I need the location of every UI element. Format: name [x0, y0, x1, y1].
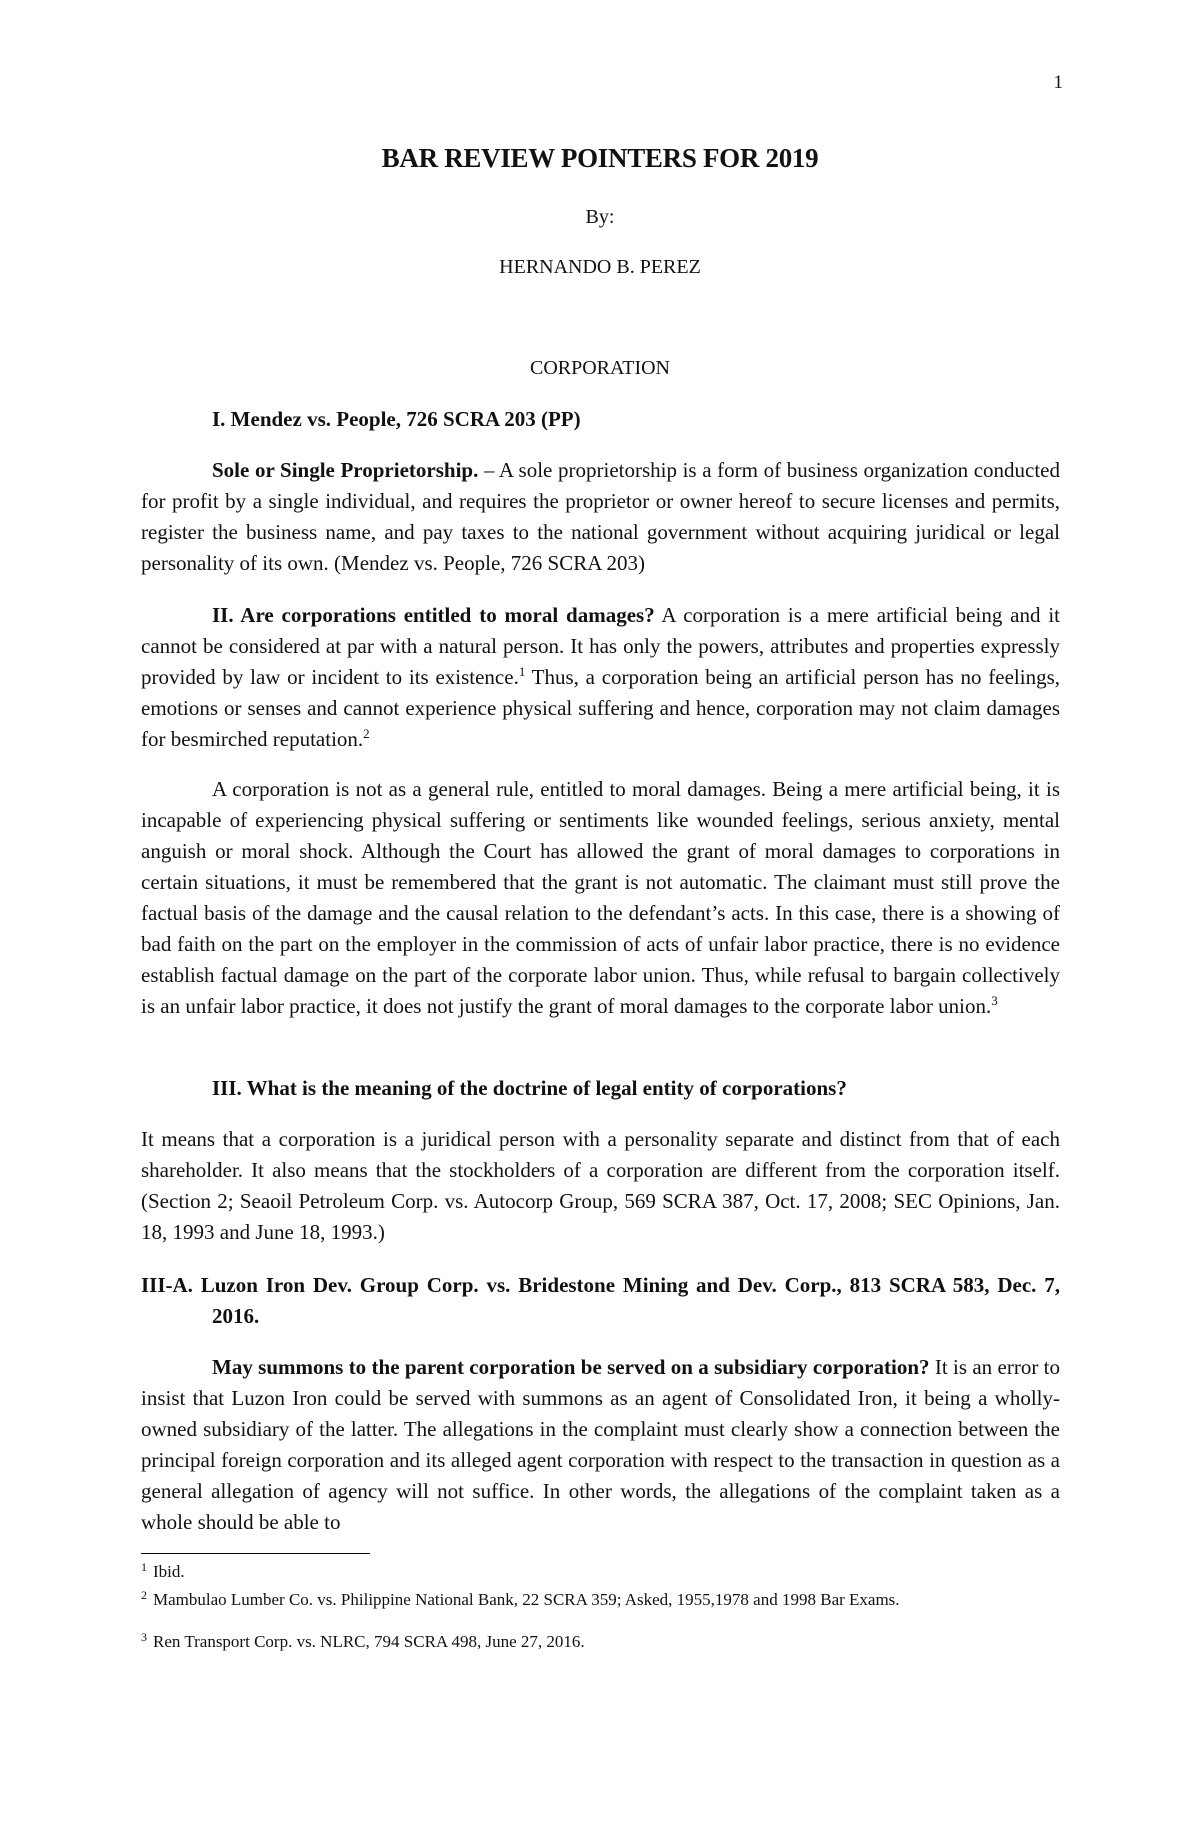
- paragraph-body: It is an error to insist that Luzon Iron could be served with summons as an agent of Consolidated Iron, it being a wholly-owned subsidiary of the latter. The allegations in the complaint must clearly show a connection between the principal foreign corporation and its alleged agent corporation with respect to the transaction in question as a general allegation of agency will not suffice. In other words, the allegations of the complaint taken as a whole should be able to: [141, 1355, 1060, 1534]
- footnote-mark: 2: [141, 1588, 147, 1602]
- footnote-text: Ibid.: [153, 1562, 185, 1581]
- paragraph-body: – A sole proprietorship is a form of business organization conducted for profit by a single individual, and requires the proprietor or owner hereof to secure licenses and permits, register the business name, and pay taxes to the national government without acquiring juridical or legal personality of its own. (Mendez vs. People, 726 SCRA 203): [141, 458, 1060, 575]
- footnote-ref[interactable]: 3: [991, 993, 998, 1008]
- footnote-mark: 1: [141, 1560, 147, 1574]
- footnote-3: [141, 1631, 1060, 1653]
- footnote-mark: 3: [141, 1630, 147, 1644]
- footnote-divider: [141, 1553, 370, 1554]
- byline-label: By:: [585, 206, 615, 228]
- paragraph-moral-damages: [141, 600, 1060, 755]
- footnote-2: [141, 1589, 1060, 1611]
- paragraph-sole-proprietorship: [141, 455, 1060, 579]
- paragraph-lead: May summons to the parent corporation be served on a subsidiary corporation?: [212, 1355, 930, 1379]
- document-title: BAR REVIEW POINTERS FOR 2019: [381, 143, 819, 173]
- footnote-ref[interactable]: 1: [518, 664, 526, 679]
- paragraph-lead: Sole or Single Proprietorship.: [212, 458, 479, 482]
- item-heading-1: I. Mendez vs. People, 726 SCRA 203 (PP): [212, 407, 581, 431]
- paragraph-body: Thus, a corporation being an artificial person has no feelings, emotions or senses and cannot experience physical suffering and hence, corporation may not claim damages for besmirched reputation.: [141, 665, 1060, 751]
- item-heading-3: III. What is the meaning of the doctrine of legal entity of corporations?: [212, 1076, 847, 1100]
- page-number: 1: [1053, 72, 1063, 93]
- item-heading-3a: III-A. Luzon Iron Dev. Group Corp. vs. Bridestone Mining and Dev. Corp., 813 SCRA 583, Dec. 7, 2016.: [141, 1273, 1060, 1328]
- footnote-text: Mambulao Lumber Co. vs. Philippine National Bank, 22 SCRA 359; Asked, 1955,1978 and 1998 Bar Exams.: [153, 1590, 900, 1609]
- paragraph-summons: [141, 1352, 1060, 1538]
- author-name: HERNANDO B. PEREZ: [499, 256, 701, 278]
- footnote-1: [141, 1561, 1060, 1583]
- footnote-text: Ren Transport Corp. vs. NLRC, 794 SCRA 498, June 27, 2016.: [153, 1632, 585, 1651]
- section-heading: CORPORATION: [529, 357, 671, 379]
- paragraph-lead: II. Are corporations entitled to moral damages?: [212, 603, 655, 627]
- paragraph-legal-entity: It means that a corporation is a juridical person with a personality separate and distinct from that of each shareholder. It also means that the stockholders of a corporation are different from the corporation itself. (Section 2; Seaoil Petroleum Corp. vs. Autocorp Group, 569 SCRA 387, Oct. 17, 2008; SEC Opinions, Jan. 18, 1993 and June 18, 1993.): [141, 1127, 1060, 1244]
- paragraph-corporation-moral-damages: [141, 774, 1060, 1022]
- footnote-ref[interactable]: 2: [363, 726, 370, 741]
- paragraph-body: A corporation is not as a general rule, entitled to moral damages. Being a mere artificial being, it is incapable of experiencing physical suffering or sentiments like wounded feelings, serious anxiety, mental anguish or moral shock. Although the Court has allowed the grant of moral damages to corporations in certain situations, it must be remembered that the grant is not automatic. The claimant must still prove the factual basis of the damage and the causal relation to the defendant’s acts. In this case, there is a showing of bad faith on the part on the employer in the commission of acts of unfair labor practice, there is no evidence establish factual damage on the part of the corporate labor union. Thus, while refusal to bargain collectively is an unfair labor practice, it does not justify the grant of moral damages to the corporate labor union.: [141, 777, 1060, 1018]
- paragraph-body: A corporation is a mere artificial being and it cannot be considered at par with a natural person. It has only the powers, attributes and properties expressly provided by law or incident to its existence.: [141, 603, 1060, 689]
